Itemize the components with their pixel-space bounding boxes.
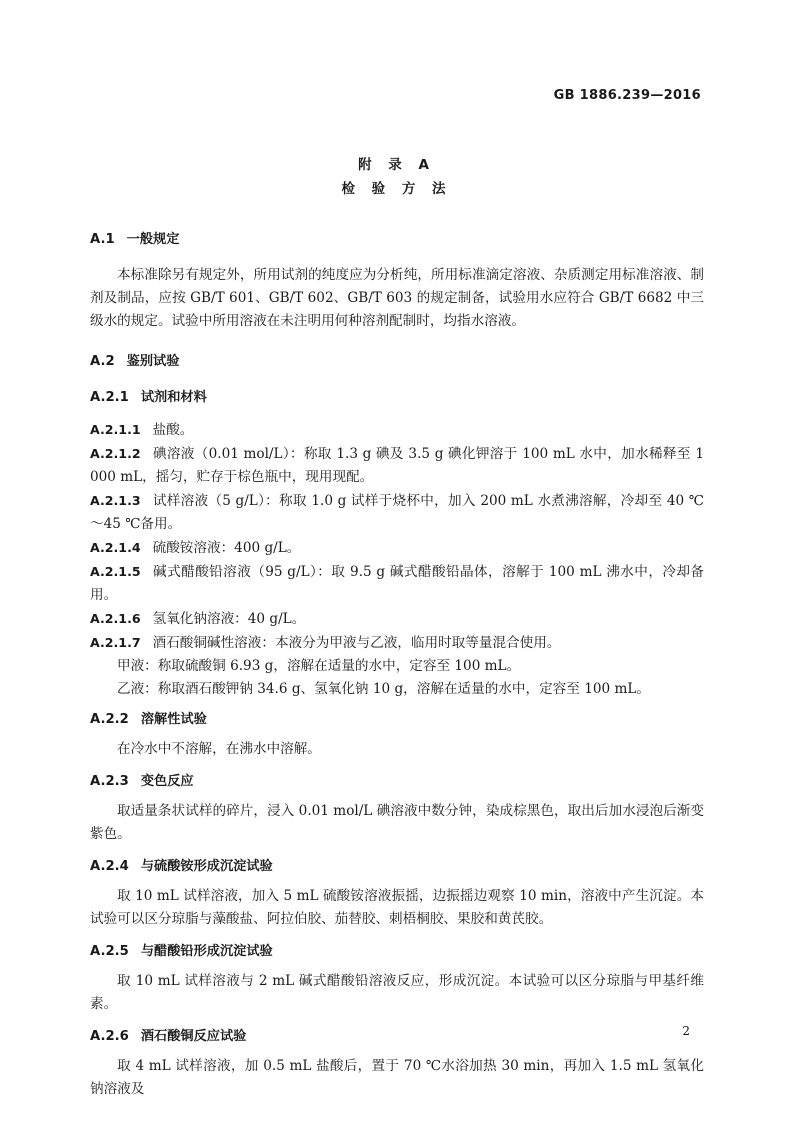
heading-title: 溶解性试验 [140, 712, 207, 727]
appendix-subtitle: 检 验 方 法 [341, 181, 452, 197]
heading-a25 [90, 942, 704, 962]
heading-number: A.2.3 [90, 774, 129, 789]
heading-title: 试剂和材料 [140, 390, 207, 405]
paragraph-copper-tartrate-test: 取 4 mL 试样溶液，加 0.5 mL 盐酸后，置于 70 ℃水浴加热 30 min，再加入 1.5 mL 氢氧化钠溶液及 [90, 1058, 704, 1097]
item-number: A.2.1.7 [90, 635, 141, 650]
heading-a26 [90, 1027, 704, 1047]
heading-a23 [90, 772, 704, 792]
item-number: A.2.1.2 [90, 446, 141, 461]
heading-number: A.2.2 [90, 712, 129, 727]
heading-title: 与硫酸铵形成沉淀试验 [140, 859, 273, 874]
solution-b-text: 乙液：称取酒石酸钾钠 34.6 g、氢氧化钠 10 g，溶解在适量的水中，定容至 100 mL。 [117, 681, 650, 697]
item-text: 硫酸铵溶液：400 g/L。 [152, 540, 301, 556]
heading-title: 与醋酸铅形成沉淀试验 [140, 944, 273, 959]
list-item [90, 607, 704, 631]
list-item [90, 418, 704, 442]
heading-a24 [90, 857, 704, 877]
item-number: A.2.1.3 [90, 493, 141, 508]
heading-title: 变色反应 [140, 774, 194, 789]
paragraph-ammonium-sulfate-test: 取 10 mL 试样溶液，加入 5 mL 硫酸铵溶液振摇，边振摇边观察 10 min，溶液中产生沉淀。本试验可以区分琼脂与藻酸盐、阿拉伯胶、茄替胶、刺梧桐胶、果胶和黄芪胶。 [90, 888, 704, 927]
reagent-list [90, 418, 704, 701]
item-text: 盐酸。 [152, 422, 194, 438]
item-text: 碱式醋酸铅溶液（95 g/L）：取 9.5 g 碱式醋酸铅晶体，溶解于 100 mL 沸水中，冷却备用。 [90, 564, 704, 603]
appendix-title: 附 录 A [358, 157, 435, 173]
item-text: 试样溶液（5 g/L）：称取 1.0 g 试样于烧杯中，加入 200 mL 水煮沸溶解，冷却至 40 ℃～45 ℃备用。 [90, 493, 704, 532]
item-text: 氢氧化钠溶液：40 g/L。 [152, 611, 306, 627]
paragraph-general-rules: 本标准除另有规定外，所用试剂的纯度应为分析纯，所用标准滴定溶液、杂质测定用标准溶液、制剂及制品，应按 GB/T 601、GB/T 602、GB/T 603 的规定制备，试验用水应符合 GB/T 6682 中三级水的规定。试验中所用溶液在未注明用何种溶剂配制时，均指水溶液。 [90, 267, 704, 329]
standard-code: GB 1886.239—2016 [553, 88, 701, 103]
document-body [90, 230, 704, 1101]
heading-number: A.2.6 [90, 1029, 129, 1044]
item-text: 碘溶液（0.01 mol/L）：称取 1.3 g 碘及 3.5 g 碘化钾溶于 100 mL 水中，加水稀释至 1 000 mL，摇匀，贮存于棕色瓶中，现用现配。 [90, 446, 704, 485]
heading-a2 [90, 352, 704, 372]
heading-number: A.2.4 [90, 859, 129, 874]
list-item [90, 442, 704, 489]
paragraph-lead-acetate-test: 取 10 mL 试样溶液与 2 mL 碱式醋酸铅溶液反应，形成沉淀。本试验可以区分琼脂与甲基纤维素。 [90, 973, 704, 1012]
item-text: 酒石酸铜碱性溶液：本液分为甲液与乙液，临用时取等量混合使用。 [152, 635, 561, 651]
heading-a22 [90, 710, 704, 730]
list-item [90, 631, 704, 655]
item-number: A.2.1.5 [90, 564, 141, 579]
solution-a-text: 甲液：称取硫酸铜 6.93 g，溶解在适量的水中，定容至 100 mL。 [117, 658, 521, 674]
paragraph-solubility: 在冷水中不溶解，在沸水中溶解。 [117, 741, 321, 757]
heading-number: A.1 [90, 232, 115, 247]
heading-title: 鉴别试验 [126, 354, 180, 369]
heading-title: 酒石酸铜反应试验 [140, 1029, 247, 1044]
page-number: 2 [682, 1024, 690, 1038]
heading-a21 [90, 388, 704, 408]
heading-number: A.2.1 [90, 390, 129, 405]
list-item [90, 489, 704, 536]
item-number: A.2.1.6 [90, 611, 141, 626]
heading-number: A.2 [90, 354, 115, 369]
heading-number: A.2.5 [90, 944, 129, 959]
paragraph-color-reaction: 取适量条状试样的碎片，浸入 0.01 mol/L 碘溶液中数分钟，染成棕黑色，取出后加水浸泡后渐变紫色。 [90, 803, 704, 842]
list-item [90, 536, 704, 560]
item-number: A.2.1.1 [90, 422, 141, 437]
list-item [90, 560, 704, 607]
heading-title: 一般规定 [126, 232, 180, 247]
item-number: A.2.1.4 [90, 540, 141, 555]
heading-a1 [90, 230, 704, 250]
